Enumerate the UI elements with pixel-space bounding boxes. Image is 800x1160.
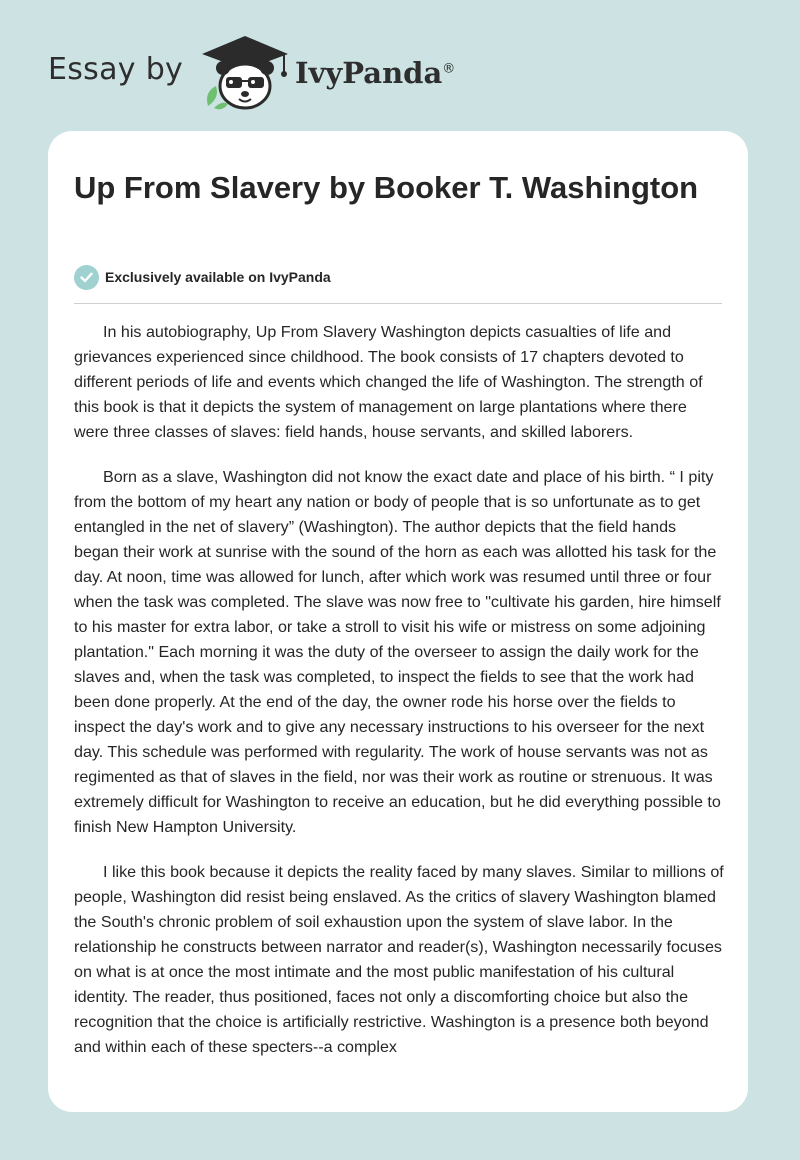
paragraph: In his autobiography, Up From Slavery Washington depicts casualties of life and grievances experienced since childhood. The book consists of 17 chapters devoted to different periods of life and events which changed the life of Washington. The strength of this book is that it depicts the system of management on large plantations where there were three classes of slaves: field hands, house servants, and skilled laborers.	[74, 323, 703, 441]
essay-body	[74, 320, 724, 1080]
site-header	[48, 34, 508, 110]
paragraph: Born as a slave, Washington did not know the exact date and place of his birth. “ I pity from the bottom of my heart any nation or body of people that is so unfortunate as to get entangled in the net of slavery” (Washington). The author depicts that the field hands began their work at sunrise with the sound of the horn as each was allotted his task for the day. At noon, time was allowed for lunch, after which work was resumed until three or four when the task was completed. The slave was now free to "cultivate his garden, hire himself to his master for extra labor, or take a stroll to visit his wife or mistress on some adjoining plantation." Each morning it was the duty of the overseer to assign the daily work for the slaves and, when the task was completed, to inspect the fields to see that the work had been done properly. At the end of the day, the owner rode his horse over the fields to inspect the day's work and to give any necessary instructions to his overseer for the next day. This schedule was performed with regularity. The work of house servants was not as regimented as that of slaves in the field, nor was their work as routine or strenuous. It was extremely difficult for Washington to receive an education, but he did everything possible to finish New Hampton University.	[74, 468, 721, 836]
registered-mark: ®	[442, 61, 456, 77]
paragraph: I like this book because it depicts the reality faced by many slaves. Similar to millions of people, Washington did resist being enslaved. As the critics of slavery Washington blamed the South's chronic problem of soil exhaustion upon the system of slave labor. In the relationship he constructs between narrator and reader(s), Washington necessarily focuses on what is at once the most intimate and the most public manifestation of his cultural identity. The reader, thus positioned, faces not only a discomforting choice but also the recognition that the choice is artificially restrictive. Washington is a presence both beyond and within each of these specters--a complex	[74, 863, 724, 1056]
exclusive-badge	[74, 264, 331, 290]
essay-title: Up From Slavery by Booker T. Washington	[74, 170, 699, 205]
essay-by-label: Essay by	[48, 52, 184, 87]
exclusive-badge-text: Exclusively available on IvyPanda	[105, 269, 331, 285]
title-divider	[74, 303, 722, 304]
brand-name[interactable]	[295, 56, 455, 90]
essay-card	[48, 131, 748, 1112]
check-icon	[74, 265, 99, 290]
panda-graduate-logo-icon[interactable]	[200, 34, 290, 110]
brand-name-text: IvyPanda	[295, 56, 443, 90]
